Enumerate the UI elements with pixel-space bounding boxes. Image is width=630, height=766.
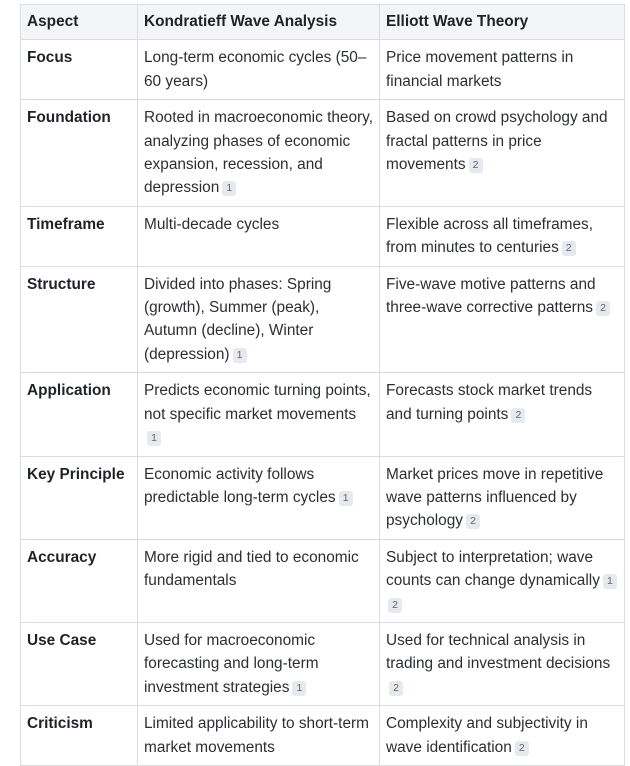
kondratieff-cell xyxy=(138,456,380,539)
kondratieff-cell-text: Long-term economic cycles (50–60 years) xyxy=(144,49,367,90)
kondratieff-cell-text: Limited applicability to short-term market movements xyxy=(144,715,369,756)
kondratieff-cell xyxy=(138,100,380,207)
kondratieff-cell-text: Rooted in macroeconomic theory, analyzing phases of economic expansion, recession, and depression xyxy=(144,109,373,197)
elliott-cell-text: Forecasts stock market trends and turning points xyxy=(386,382,593,423)
elliott-cell-text: Flexible across all timeframes, from minutes to centuries xyxy=(386,215,593,257)
elliott-cell-text: Used for technical analysis in trading and investment decisions xyxy=(386,631,611,673)
header-kondratieff: Kondratieff Wave Analysis xyxy=(138,5,380,40)
citation-badge[interactable]: 1 xyxy=(603,574,617,589)
elliott-cell xyxy=(380,100,625,207)
aspect-cell: Key Principle xyxy=(21,456,138,539)
table-row xyxy=(21,266,625,373)
elliott-cell-text: Subject to interpretation; wave counts can change dynamically xyxy=(386,548,600,590)
citation-badge[interactable]: 2 xyxy=(466,514,480,529)
aspect-cell: Focus xyxy=(21,40,138,100)
elliott-cell xyxy=(380,706,625,766)
elliott-cell-text: Price movement patterns in financial markets xyxy=(386,49,574,90)
citation-badge[interactable]: 1 xyxy=(147,431,161,446)
citation-badge[interactable]: 2 xyxy=(515,741,529,756)
table-row xyxy=(21,706,625,766)
table-row xyxy=(21,40,625,100)
aspect-cell: Foundation xyxy=(21,100,138,207)
header-row xyxy=(21,5,625,40)
header-aspect: Aspect xyxy=(21,5,138,40)
kondratieff-cell xyxy=(138,622,380,705)
aspect-cell: Use Case xyxy=(21,622,138,705)
citation-badge[interactable]: 1 xyxy=(339,491,353,506)
table-header xyxy=(21,5,625,40)
kondratieff-cell-text: Divided into phases: Spring (growth), Summer (peak), Autumn (decline), Winter (depression) xyxy=(144,275,332,363)
aspect-cell: Criticism xyxy=(21,706,138,766)
kondratieff-cell-text: Used for macroeconomic forecasting and long-term investment strategies xyxy=(144,631,319,696)
citation-badge[interactable]: 2 xyxy=(389,681,403,696)
table-body xyxy=(21,40,625,766)
elliott-cell-text: Five-wave motive patterns and three-wave corrective patterns xyxy=(386,275,596,317)
kondratieff-cell-text: Predicts economic turning points, not specific market movements xyxy=(144,382,371,423)
kondratieff-cell xyxy=(138,539,380,622)
kondratieff-cell-text: Economic activity follows predictable long-term cycles xyxy=(144,465,336,506)
kondratieff-cell xyxy=(138,206,380,266)
elliott-cell xyxy=(380,539,625,622)
elliott-cell xyxy=(380,266,625,373)
kondratieff-cell-text: Multi-decade cycles xyxy=(144,215,280,233)
citation-badge[interactable]: 1 xyxy=(222,181,236,196)
table-row xyxy=(21,100,625,207)
citation-badge[interactable]: 2 xyxy=(562,241,576,256)
table-row xyxy=(21,373,625,456)
aspect-cell: Application xyxy=(21,373,138,456)
citation-badge[interactable]: 2 xyxy=(469,158,483,173)
table-row xyxy=(21,622,625,705)
elliott-cell xyxy=(380,456,625,539)
aspect-cell: Structure xyxy=(21,266,138,373)
table-row xyxy=(21,206,625,266)
citation-badge[interactable]: 2 xyxy=(388,598,402,613)
elliott-cell xyxy=(380,373,625,456)
elliott-cell xyxy=(380,206,625,266)
elliott-cell-text: Based on crowd psychology and fractal patterns in price movements xyxy=(386,109,608,174)
kondratieff-cell xyxy=(138,706,380,766)
kondratieff-cell xyxy=(138,266,380,373)
elliott-cell xyxy=(380,40,625,100)
citation-badge[interactable]: 2 xyxy=(511,408,525,423)
elliott-cell-text: Complexity and subjectivity in wave identification xyxy=(386,715,588,756)
aspect-cell: Timeframe xyxy=(21,206,138,266)
citation-badge[interactable]: 1 xyxy=(292,681,306,696)
aspect-cell: Accuracy xyxy=(21,539,138,622)
elliott-cell-text: Market prices move in repetitive wave patterns influenced by psychology xyxy=(386,465,604,530)
kondratieff-cell xyxy=(138,373,380,456)
comparison-table xyxy=(20,4,625,766)
kondratieff-cell xyxy=(138,40,380,100)
citation-badge[interactable]: 2 xyxy=(596,301,610,316)
elliott-cell xyxy=(380,622,625,705)
table-row xyxy=(21,456,625,539)
citation-badge[interactable]: 1 xyxy=(233,348,247,363)
kondratieff-cell-text: More rigid and tied to economic fundamentals xyxy=(144,548,359,590)
header-elliott: Elliott Wave Theory xyxy=(380,5,625,40)
table-row xyxy=(21,539,625,622)
